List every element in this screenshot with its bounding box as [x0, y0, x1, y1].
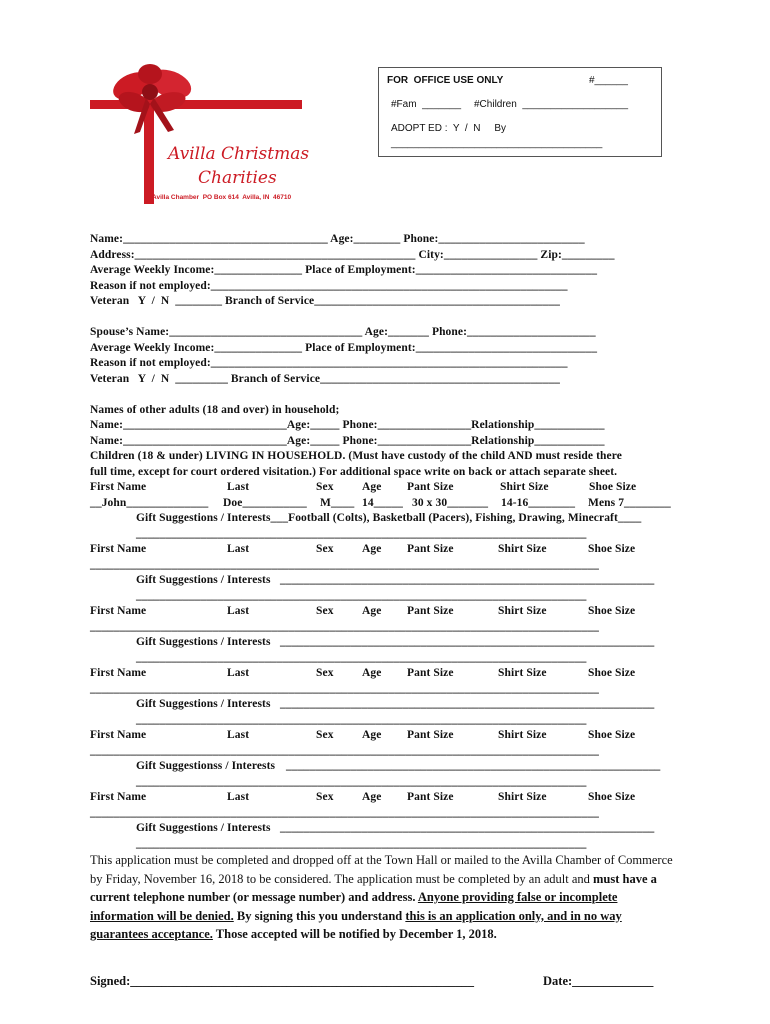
child-shoe-label: Shoe Size: [588, 667, 636, 679]
example-shoe: Mens 7________: [588, 497, 671, 509]
child-shoe-label: Shoe Size: [588, 791, 636, 803]
child-shoe-label: Shoe Size: [588, 543, 636, 555]
child-last-label: Last: [227, 605, 250, 617]
logo-address: Avilla Chamber PO Box 614 Avilla, IN 46710: [152, 194, 292, 201]
header-pant-size: Pant Size: [407, 481, 454, 493]
office-signature-line[interactable]: ______________________________________: [391, 138, 603, 149]
child-pant-label: Pant Size: [407, 543, 454, 555]
children-intro-line2: full time, except for court ordered visitation.) For additional space write on back or attach separate sheet.: [90, 466, 618, 478]
child-gift-line[interactable]: ________________________________________________________________: [280, 698, 655, 710]
child-gift-line-2[interactable]: _____________________________________________________________________________: [136, 652, 587, 664]
child-shirt-label: Shirt Size: [498, 543, 547, 555]
child-sex-label: Sex: [316, 605, 334, 617]
example-shirt: 14-16________: [501, 497, 576, 509]
child-age-label: Age: [362, 605, 382, 617]
header-shoe-size: Shoe Size: [589, 481, 637, 493]
child-shoe-label: Shoe Size: [588, 605, 636, 617]
child-gift-line-2[interactable]: _____________________________________________________________________________: [136, 714, 587, 726]
adult-row-1[interactable]: Name:____________________________Age:_____ Phone:________________Relationship____________: [90, 419, 605, 431]
child-sex-label: Sex: [316, 667, 334, 679]
example-sex: M____: [320, 497, 355, 509]
child-pant-label: Pant Size: [407, 667, 454, 679]
child-info-line[interactable]: _______________________________________________________________________________________: [90, 745, 599, 757]
child-age-label: Age: [362, 791, 382, 803]
charity-logo: [88, 64, 308, 214]
child-gift-line[interactable]: ________________________________________________________________: [280, 822, 655, 834]
child-shirt-label: Shirt Size: [498, 729, 547, 741]
child-last-label: Last: [227, 667, 250, 679]
terms-text-1: This application must be completed and dropped off at the Town Hall or mailed to the Avilla Chamber of Commerce by Friday, November 16, 2018 to be considered. The application must be completed by an adult and: [90, 853, 673, 886]
adults-heading: Names of other adults (18 and over) in household;: [90, 404, 340, 416]
header-shirt-size: Shirt Size: [500, 481, 549, 493]
child-last-label: Last: [227, 729, 250, 741]
office-number-field[interactable]: #______: [589, 75, 628, 86]
child-pant-label: Pant Size: [407, 791, 454, 803]
office-adopted-field[interactable]: ADOPT ED : Y / N By: [391, 123, 507, 134]
child-info-line[interactable]: _______________________________________________________________________________________: [90, 683, 599, 695]
child-last-label: Last: [227, 791, 250, 803]
applicant-name-line[interactable]: Name:___________________________________ Age:________ Phone:_________________________: [90, 233, 585, 245]
spouse-name-line[interactable]: Spouse’s Name:_________________________________ Age:_______ Phone:______________________: [90, 326, 596, 338]
child-gift-line[interactable]: ________________________________________________________________: [286, 760, 661, 772]
child-gift-line-2[interactable]: _____________________________________________________________________________: [136, 590, 587, 602]
applicant-reason-line[interactable]: Reason if not employed:_____________________________________________________________: [90, 280, 568, 292]
office-use-box: [378, 67, 662, 157]
spouse-veteran-line[interactable]: Veteran Y / N _________ Branch of Service_________________________________________: [90, 373, 560, 385]
terms-paragraph: [90, 851, 675, 944]
child-gift-label: Gift Suggestions / Interests: [136, 636, 271, 648]
terms-text-3: Anyone providing false or incomplete information will be denied.: [90, 890, 618, 923]
child-gift-line[interactable]: ________________________________________________________________: [280, 574, 655, 586]
child-gift-label: Gift Suggestions / Interests: [136, 574, 271, 586]
logo-title-line1: Avilla Christmas: [168, 144, 310, 164]
signature-line[interactable]: Signed:_______________________________________________________: [90, 974, 475, 988]
example-last: Doe___________: [223, 497, 307, 509]
child-info-line[interactable]: _______________________________________________________________________________________: [90, 621, 599, 633]
child-shirt-label: Shirt Size: [498, 791, 547, 803]
header-last: Last: [227, 481, 250, 493]
child-first-name-label: First Name: [90, 667, 147, 679]
child-age-label: Age: [362, 729, 382, 741]
terms-text-4: By signing this you understand: [233, 908, 406, 923]
terms-text-6: Those accepted will be notified by December 1, 2018.: [212, 927, 497, 941]
child-gift-label: Gift Suggestionss / Interests: [136, 760, 276, 772]
date-line[interactable]: Date:_____________: [543, 974, 654, 988]
spouse-income-line[interactable]: Average Weekly Income:_______________ Place of Employment:_______________________________: [90, 342, 598, 354]
terms-text-2: must have a current telephone number (or message number) and address.: [90, 871, 657, 904]
child-gift-line[interactable]: ________________________________________________________________: [280, 636, 655, 648]
child-sex-label: Sex: [316, 543, 334, 555]
applicant-income-line[interactable]: Average Weekly Income:_______________ Place of Employment:_______________________________: [90, 264, 598, 276]
header-sex: Sex: [316, 481, 334, 493]
header-age: Age: [362, 481, 382, 493]
spouse-reason-line[interactable]: Reason if not employed:_____________________________________________________________: [90, 357, 568, 369]
applicant-veteran-line[interactable]: Veteran Y / N ________ Branch of Service__________________________________________: [90, 295, 560, 307]
child-gift-label: Gift Suggestions / Interests: [136, 822, 271, 834]
office-children-field[interactable]: #Children ___________________: [474, 99, 629, 110]
child-shirt-label: Shirt Size: [498, 667, 547, 679]
child-sex-label: Sex: [316, 791, 334, 803]
child-shoe-label: Shoe Size: [588, 729, 636, 741]
child-pant-label: Pant Size: [407, 605, 454, 617]
office-fam-field[interactable]: #Fam _______: [391, 99, 462, 110]
office-title: FOR OFFICE USE ONLY: [387, 75, 504, 86]
child-info-line[interactable]: _______________________________________________________________________________________: [90, 559, 599, 571]
header-first-name: First Name: [90, 481, 147, 493]
child-first-name-label: First Name: [90, 605, 147, 617]
example-age: 14_____: [362, 497, 403, 509]
child-first-name-label: First Name: [90, 791, 147, 803]
child-gift-line-2[interactable]: _____________________________________________________________________________: [136, 776, 587, 788]
terms-text-5: this is an application only, and in no way guarantees acceptance.: [90, 908, 622, 941]
child-gift-line-2[interactable]: _____________________________________________________________________________: [136, 838, 587, 850]
child-age-label: Age: [362, 667, 382, 679]
child-gift-label: Gift Suggestions / Interests: [136, 698, 271, 710]
example-pant: 30 x 30_______: [412, 497, 489, 509]
adult-row-2[interactable]: Name:____________________________Age:_____ Phone:________________Relationship____________: [90, 435, 605, 447]
child-first-name-label: First Name: [90, 543, 147, 555]
child-shirt-label: Shirt Size: [498, 605, 547, 617]
logo-title-line2: Charities: [198, 168, 277, 188]
example-first-name: __John______________: [90, 497, 209, 509]
child-first-name-label: First Name: [90, 729, 147, 741]
child-info-line[interactable]: _______________________________________________________________________________________: [90, 807, 599, 819]
children-intro-line1: Children (18 & under) LIVING IN HOUSEHOLD. (Must have custody of the child AND must reside there: [90, 450, 622, 462]
child-pant-label: Pant Size: [407, 729, 454, 741]
ribbon-bow-icon: [88, 64, 308, 214]
child-sex-label: Sex: [316, 729, 334, 741]
child-last-label: Last: [227, 543, 250, 555]
child-age-label: Age: [362, 543, 382, 555]
example-gift: Gift Suggestions / Interests___Football (Colts), Basketball (Pacers), Fishing, Drawing, Minecraft____: [136, 512, 642, 524]
applicant-address-line[interactable]: Address:________________________________________________ City:________________ Zip:_________: [90, 249, 615, 261]
example-gift-line: _____________________________________________________________________________: [136, 528, 587, 540]
